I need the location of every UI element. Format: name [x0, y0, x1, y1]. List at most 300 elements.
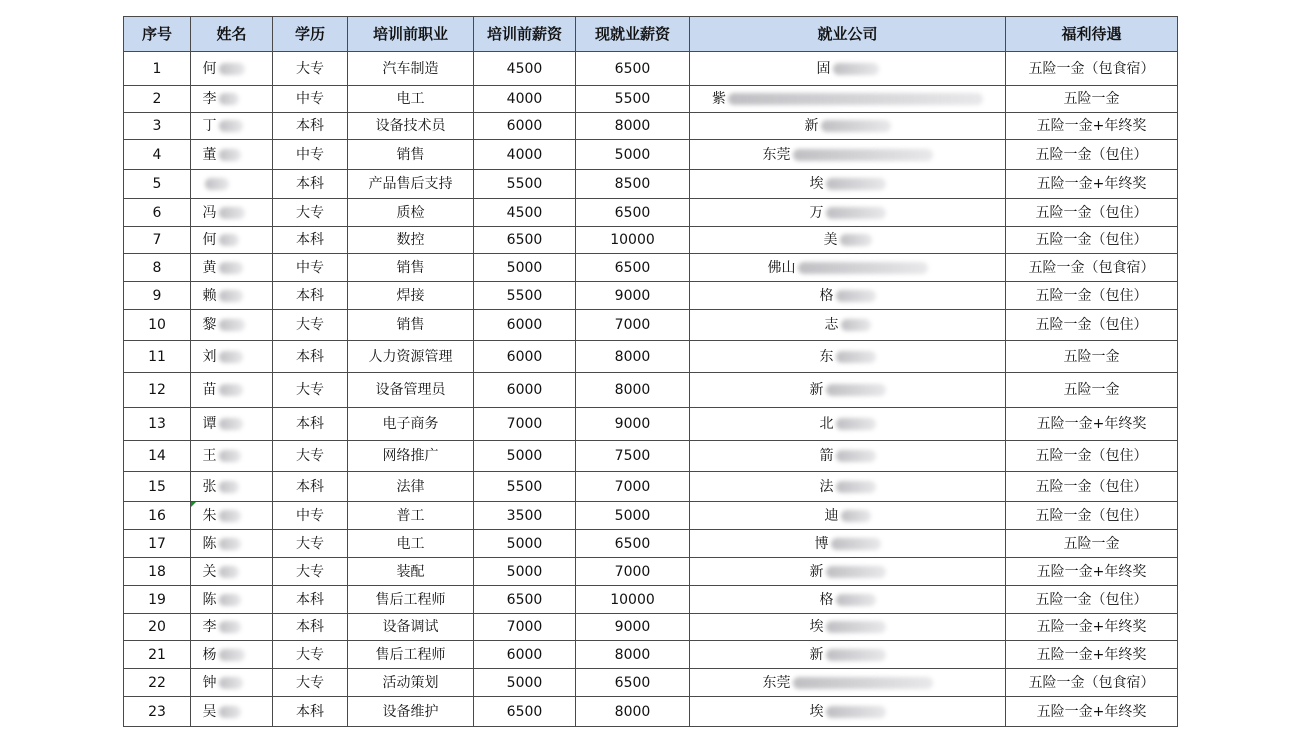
name-cell[interactable]: [191, 227, 273, 254]
current-salary-cell-text: 5000: [614, 146, 651, 163]
redacted-name-blur: [205, 178, 229, 190]
current-salary-cell-text: 9000: [614, 619, 651, 635]
education-cell[interactable]: [273, 441, 348, 472]
current-salary-cell[interactable]: [576, 199, 690, 227]
redacted-name-blur: [219, 93, 239, 105]
row-number-text: 2: [152, 91, 162, 107]
benefit-cell[interactable]: [1006, 558, 1178, 586]
name-cell[interactable]: [191, 669, 273, 697]
benefit-cell[interactable]: [1006, 614, 1178, 641]
previous-salary-cell-text: 6500: [506, 703, 543, 720]
current-salary-cell[interactable]: [576, 52, 690, 86]
current-salary-cell-text: 6500: [614, 259, 651, 276]
company-prefix-text: 埃: [809, 703, 824, 720]
spreadsheet-table-container: [123, 16, 1178, 727]
previous-salary-cell[interactable]: [474, 586, 576, 614]
name-cell[interactable]: [191, 586, 273, 614]
benefit-cell[interactable]: [1006, 86, 1178, 113]
name-text: [203, 349, 261, 365]
previous-salary-cell[interactable]: [474, 441, 576, 472]
row-number-text: 7: [152, 232, 162, 248]
name-cell[interactable]: [191, 697, 273, 727]
previous-salary-cell[interactable]: [474, 472, 576, 502]
company-cell[interactable]: [690, 282, 1006, 310]
benefit-cell-text: 五险一金（包住）: [1035, 287, 1148, 304]
row-number[interactable]: [124, 530, 191, 558]
table-row: [124, 641, 1178, 669]
current-salary-cell[interactable]: [576, 586, 690, 614]
table-row: [124, 140, 1178, 170]
row-number[interactable]: [124, 310, 191, 341]
previous-job-cell-text: 网络推广: [382, 448, 439, 464]
education-cell[interactable]: [273, 86, 348, 113]
row-number[interactable]: [124, 558, 191, 586]
surname-text: 冯: [202, 204, 217, 221]
company-cell[interactable]: [690, 199, 1006, 227]
previous-job-cell[interactable]: [348, 52, 474, 86]
current-salary-cell[interactable]: [576, 641, 690, 669]
previous-job-cell-text: 设备管理员: [375, 382, 446, 398]
company-cell[interactable]: [690, 558, 1006, 586]
name-cell[interactable]: [191, 86, 273, 113]
previous-salary-cell[interactable]: [474, 669, 576, 697]
company-cell[interactable]: [690, 669, 1006, 697]
current-salary-cell[interactable]: [576, 441, 690, 472]
benefit-cell[interactable]: [1006, 52, 1178, 86]
table-row: [124, 530, 1178, 558]
education-cell[interactable]: [273, 697, 348, 727]
current-salary-cell[interactable]: [576, 558, 690, 586]
name-text: [203, 448, 261, 464]
previous-job-cell[interactable]: [348, 558, 474, 586]
education-cell-text: 中专: [296, 259, 324, 276]
redacted-company-blur: [728, 93, 983, 105]
current-salary-cell-text: 7000: [614, 478, 651, 495]
education-cell[interactable]: [273, 170, 348, 199]
name-cell[interactable]: [191, 170, 273, 199]
company-cell[interactable]: [690, 472, 1006, 502]
previous-job-cell[interactable]: [348, 641, 474, 669]
education-cell[interactable]: [273, 472, 348, 502]
education-cell[interactable]: [273, 52, 348, 86]
header-cell-education[interactable]: 学历: [273, 17, 348, 52]
company-cell[interactable]: [690, 697, 1006, 727]
employment-table: [123, 16, 1178, 727]
row-number-text: 14: [148, 448, 166, 464]
row-number[interactable]: [124, 199, 191, 227]
current-salary-cell-text: 5500: [614, 91, 651, 107]
name-cell[interactable]: [191, 52, 273, 86]
table-row: [124, 558, 1178, 586]
previous-salary-cell-text: 5500: [506, 478, 543, 495]
previous-job-cell[interactable]: [348, 254, 474, 282]
company-cell[interactable]: [690, 614, 1006, 641]
company-cell[interactable]: [690, 113, 1006, 140]
current-salary-cell[interactable]: [576, 227, 690, 254]
table-row: [124, 472, 1178, 502]
previous-salary-cell-text: 5000: [506, 448, 543, 464]
row-number[interactable]: [124, 408, 191, 441]
education-cell[interactable]: [273, 669, 348, 697]
benefit-cell[interactable]: [1006, 530, 1178, 558]
company-prefix-text: 美: [823, 232, 838, 248]
current-salary-cell[interactable]: [576, 113, 690, 140]
previous-salary-cell-text: 6500: [506, 232, 543, 248]
row-number-text: 18: [148, 563, 166, 580]
current-salary-cell[interactable]: [576, 86, 690, 113]
row-number-text: 3: [152, 118, 162, 134]
name-cell[interactable]: [191, 558, 273, 586]
company-text: [815, 536, 881, 552]
company-text: [820, 448, 876, 464]
current-salary-cell-text: 10000: [610, 232, 655, 248]
previous-salary-cell-text: 4500: [506, 204, 543, 221]
education-cell-text: 中专: [296, 146, 324, 163]
current-salary-cell[interactable]: [576, 669, 690, 697]
education-cell[interactable]: [273, 530, 348, 558]
row-number-text: 23: [148, 703, 166, 720]
previous-job-cell[interactable]: [348, 669, 474, 697]
previous-salary-cell[interactable]: [474, 227, 576, 254]
current-salary-cell[interactable]: [576, 373, 690, 408]
previous-salary-cell-text: 4000: [506, 146, 543, 163]
redacted-company-blur: [793, 149, 933, 161]
previous-salary-cell-text: 6000: [506, 382, 543, 398]
previous-salary-cell[interactable]: [474, 341, 576, 373]
education-cell-text: 本科: [296, 348, 324, 365]
redacted-name-blur: [219, 621, 241, 633]
name-cell[interactable]: [191, 472, 273, 502]
surname-text: 刘: [202, 348, 217, 365]
current-salary-cell-text: 7000: [614, 563, 651, 580]
education-cell[interactable]: [273, 614, 348, 641]
company-cell[interactable]: [690, 86, 1006, 113]
row-number[interactable]: [124, 113, 191, 140]
surname-text: 丁: [202, 118, 217, 134]
previous-job-cell[interactable]: [348, 341, 474, 373]
company-prefix-text: 东莞: [762, 146, 791, 163]
benefit-cell[interactable]: [1006, 282, 1178, 310]
row-number[interactable]: [124, 669, 191, 697]
company-cell[interactable]: [690, 502, 1006, 530]
surname-text: 黄: [202, 259, 217, 276]
benefit-cell[interactable]: [1006, 310, 1178, 341]
benefit-cell[interactable]: [1006, 341, 1178, 373]
previous-salary-cell[interactable]: [474, 641, 576, 669]
benefit-cell[interactable]: [1006, 254, 1178, 282]
name-cell[interactable]: [191, 113, 273, 140]
education-cell[interactable]: [273, 558, 348, 586]
previous-salary-cell[interactable]: [474, 614, 576, 641]
previous-salary-cell[interactable]: [474, 282, 576, 310]
redacted-name-blur: [219, 384, 243, 396]
company-text: [820, 592, 876, 608]
current-salary-cell[interactable]: [576, 341, 690, 373]
current-salary-cell-text: 8000: [614, 118, 651, 134]
education-cell[interactable]: [273, 310, 348, 341]
previous-job-cell[interactable]: [348, 586, 474, 614]
benefit-cell[interactable]: [1006, 113, 1178, 140]
education-cell[interactable]: [273, 199, 348, 227]
education-cell[interactable]: [273, 113, 348, 140]
previous-job-cell-text: 售后工程师: [375, 591, 446, 608]
previous-salary-cell[interactable]: [474, 52, 576, 86]
benefit-cell[interactable]: [1006, 697, 1178, 727]
education-cell[interactable]: [273, 373, 348, 408]
name-cell[interactable]: [191, 310, 273, 341]
education-cell[interactable]: [273, 341, 348, 373]
previous-salary-cell[interactable]: [474, 86, 576, 113]
education-cell[interactable]: [273, 227, 348, 254]
header-cell-no[interactable]: 序号: [124, 17, 191, 52]
benefit-cell-text: 五险一金+年终奖: [1036, 619, 1147, 635]
previous-salary-cell[interactable]: [474, 558, 576, 586]
company-text: [810, 205, 886, 221]
company-cell[interactable]: [690, 52, 1006, 86]
row-number[interactable]: [124, 170, 191, 199]
cell-comment-marker[interactable]: [191, 502, 196, 507]
name-text: [203, 382, 261, 398]
header-cell-company[interactable]: 就业公司: [690, 17, 1006, 52]
row-number[interactable]: [124, 441, 191, 472]
previous-job-cell[interactable]: [348, 441, 474, 472]
previous-job-cell[interactable]: [348, 199, 474, 227]
education-cell[interactable]: [273, 140, 348, 170]
previous-salary-cell[interactable]: [474, 170, 576, 199]
company-text: [763, 675, 933, 691]
benefit-cell[interactable]: [1006, 140, 1178, 170]
row-number[interactable]: [124, 614, 191, 641]
previous-salary-cell[interactable]: [474, 254, 576, 282]
benefit-cell[interactable]: [1006, 373, 1178, 408]
name-cell[interactable]: [191, 282, 273, 310]
benefit-cell-text: 五险一金（包住）: [1035, 204, 1148, 221]
name-cell[interactable]: [191, 199, 273, 227]
name-cell[interactable]: [191, 341, 273, 373]
previous-salary-cell[interactable]: [474, 140, 576, 170]
benefit-cell-text: 五险一金（包住）: [1035, 591, 1148, 608]
row-number[interactable]: [124, 227, 191, 254]
previous-job-cell[interactable]: [348, 408, 474, 441]
previous-salary-cell[interactable]: [474, 113, 576, 140]
header-cell-previous-salary[interactable]: 培训前薪资: [474, 17, 576, 52]
company-cell[interactable]: [690, 408, 1006, 441]
education-cell[interactable]: [273, 586, 348, 614]
previous-salary-cell[interactable]: [474, 408, 576, 441]
name-cell[interactable]: [191, 641, 273, 669]
company-cell[interactable]: [690, 341, 1006, 373]
name-cell[interactable]: [191, 254, 273, 282]
table-body: [124, 52, 1178, 727]
redacted-company-blur: [836, 450, 876, 462]
name-text: [203, 564, 261, 580]
benefit-cell[interactable]: [1006, 586, 1178, 614]
row-number[interactable]: [124, 140, 191, 170]
row-number[interactable]: [124, 472, 191, 502]
row-number[interactable]: [124, 641, 191, 669]
company-cell[interactable]: [690, 373, 1006, 408]
company-cell[interactable]: [690, 441, 1006, 472]
row-number[interactable]: [124, 697, 191, 727]
previous-salary-cell-text: 5500: [506, 287, 543, 304]
company-cell[interactable]: [690, 641, 1006, 669]
previous-salary-cell[interactable]: [474, 697, 576, 727]
benefit-cell[interactable]: [1006, 472, 1178, 502]
company-cell[interactable]: [690, 227, 1006, 254]
benefit-cell[interactable]: [1006, 199, 1178, 227]
previous-salary-cell-text: 5000: [506, 674, 543, 691]
company-prefix-text: 东莞: [762, 674, 791, 691]
row-number[interactable]: [124, 502, 191, 530]
redacted-name-blur: [219, 149, 241, 161]
previous-job-cell-text: 电子商务: [382, 416, 439, 432]
name-text: [203, 675, 261, 691]
previous-salary-cell-text: 7000: [506, 416, 543, 432]
previous-job-cell[interactable]: [348, 614, 474, 641]
row-number[interactable]: [124, 586, 191, 614]
benefit-cell-text: 五险一金（包住）: [1035, 507, 1148, 524]
previous-salary-cell[interactable]: [474, 502, 576, 530]
redacted-company-blur: [798, 262, 928, 274]
benefit-cell[interactable]: [1006, 408, 1178, 441]
previous-job-cell-text: 汽车制造: [382, 60, 439, 77]
previous-job-cell[interactable]: [348, 530, 474, 558]
company-text: [810, 647, 886, 663]
current-salary-cell-text: 6500: [614, 204, 651, 221]
current-salary-cell[interactable]: [576, 282, 690, 310]
current-salary-cell[interactable]: [576, 502, 690, 530]
previous-salary-cell[interactable]: [474, 530, 576, 558]
row-number-text: 4: [152, 146, 162, 163]
name-cell[interactable]: [191, 530, 273, 558]
name-cell[interactable]: [191, 614, 273, 641]
row-number[interactable]: [124, 86, 191, 113]
row-number[interactable]: [124, 373, 191, 408]
name-cell[interactable]: [191, 502, 273, 530]
current-salary-cell[interactable]: [576, 530, 690, 558]
surname-text: 何: [202, 232, 217, 248]
previous-job-cell[interactable]: [348, 310, 474, 341]
row-number[interactable]: [124, 341, 191, 373]
redacted-name-blur: [219, 234, 239, 246]
education-cell[interactable]: [273, 502, 348, 530]
previous-job-cell[interactable]: [348, 282, 474, 310]
company-text: [824, 232, 872, 248]
previous-salary-cell[interactable]: [474, 310, 576, 341]
surname-text: 苗: [202, 382, 217, 398]
name-cell[interactable]: [191, 441, 273, 472]
previous-job-cell[interactable]: [348, 502, 474, 530]
row-number-text: 22: [148, 674, 166, 691]
header-cell-previous-job[interactable]: 培训前职业: [348, 17, 474, 52]
header-cell-benefits[interactable]: 福利待遇: [1006, 17, 1178, 52]
previous-job-cell[interactable]: [348, 170, 474, 199]
row-number[interactable]: [124, 52, 191, 86]
current-salary-cell[interactable]: [576, 472, 690, 502]
current-salary-cell-text: 9000: [614, 287, 651, 304]
current-salary-cell[interactable]: [576, 140, 690, 170]
previous-salary-cell-text: 3500: [506, 507, 543, 524]
name-cell[interactable]: [191, 140, 273, 170]
company-cell[interactable]: [690, 530, 1006, 558]
table-row: [124, 310, 1178, 341]
education-cell[interactable]: [273, 408, 348, 441]
company-cell[interactable]: [690, 310, 1006, 341]
row-number[interactable]: [124, 254, 191, 282]
company-text: [825, 508, 871, 524]
current-salary-cell[interactable]: [576, 254, 690, 282]
current-salary-cell[interactable]: [576, 614, 690, 641]
name-cell[interactable]: [191, 373, 273, 408]
current-salary-cell[interactable]: [576, 697, 690, 727]
company-text: [805, 118, 891, 134]
name-cell[interactable]: [191, 408, 273, 441]
education-cell-text: 大专: [296, 563, 324, 580]
name-text: [203, 317, 261, 333]
benefit-cell-text: 五险一金（包住）: [1035, 232, 1148, 248]
company-cell[interactable]: [690, 254, 1006, 282]
company-text: [810, 619, 886, 635]
education-cell[interactable]: [273, 641, 348, 669]
company-cell[interactable]: [690, 170, 1006, 199]
previous-job-cell[interactable]: [348, 227, 474, 254]
current-salary-cell[interactable]: [576, 170, 690, 199]
table-row: [124, 170, 1178, 199]
company-text: [810, 176, 886, 192]
redacted-name-blur: [219, 677, 243, 689]
previous-job-cell[interactable]: [348, 113, 474, 140]
previous-job-cell[interactable]: [348, 86, 474, 113]
benefit-cell[interactable]: [1006, 641, 1178, 669]
current-salary-cell-text: 8000: [614, 646, 651, 663]
header-cell-current-salary[interactable]: 现就业薪资: [576, 17, 690, 52]
benefit-cell[interactable]: [1006, 669, 1178, 697]
benefit-cell[interactable]: [1006, 441, 1178, 472]
previous-salary-cell[interactable]: [474, 199, 576, 227]
previous-job-cell-text: 活动策划: [382, 674, 439, 691]
benefit-cell[interactable]: [1006, 502, 1178, 530]
company-cell[interactable]: [690, 586, 1006, 614]
previous-salary-cell[interactable]: [474, 373, 576, 408]
benefit-cell-text: 五险一金: [1063, 91, 1120, 107]
row-number[interactable]: [124, 282, 191, 310]
benefit-cell[interactable]: [1006, 170, 1178, 199]
company-cell[interactable]: [690, 140, 1006, 170]
previous-job-cell[interactable]: [348, 373, 474, 408]
table-row: [124, 227, 1178, 254]
surname-text: 董: [202, 146, 217, 163]
redacted-company-blur: [826, 621, 886, 633]
previous-job-cell[interactable]: [348, 697, 474, 727]
surname-text: 朱: [202, 507, 217, 524]
education-cell[interactable]: [273, 254, 348, 282]
benefit-cell-text: 五险一金（包食宿）: [1028, 60, 1155, 77]
previous-salary-cell-text: 4000: [506, 91, 543, 107]
redacted-name-blur: [219, 566, 239, 578]
header-cell-name[interactable]: 姓名: [191, 17, 273, 52]
company-prefix-text: 迪: [824, 507, 839, 524]
previous-job-cell[interactable]: [348, 140, 474, 170]
surname-text: 何: [202, 60, 217, 77]
education-cell[interactable]: [273, 282, 348, 310]
row-number-text: 19: [148, 591, 166, 608]
previous-salary-cell-text: 5000: [506, 535, 543, 552]
previous-job-cell[interactable]: [348, 472, 474, 502]
benefit-cell[interactable]: [1006, 227, 1178, 254]
current-salary-cell[interactable]: [576, 408, 690, 441]
row-number-text: 15: [148, 478, 166, 495]
current-salary-cell[interactable]: [576, 310, 690, 341]
